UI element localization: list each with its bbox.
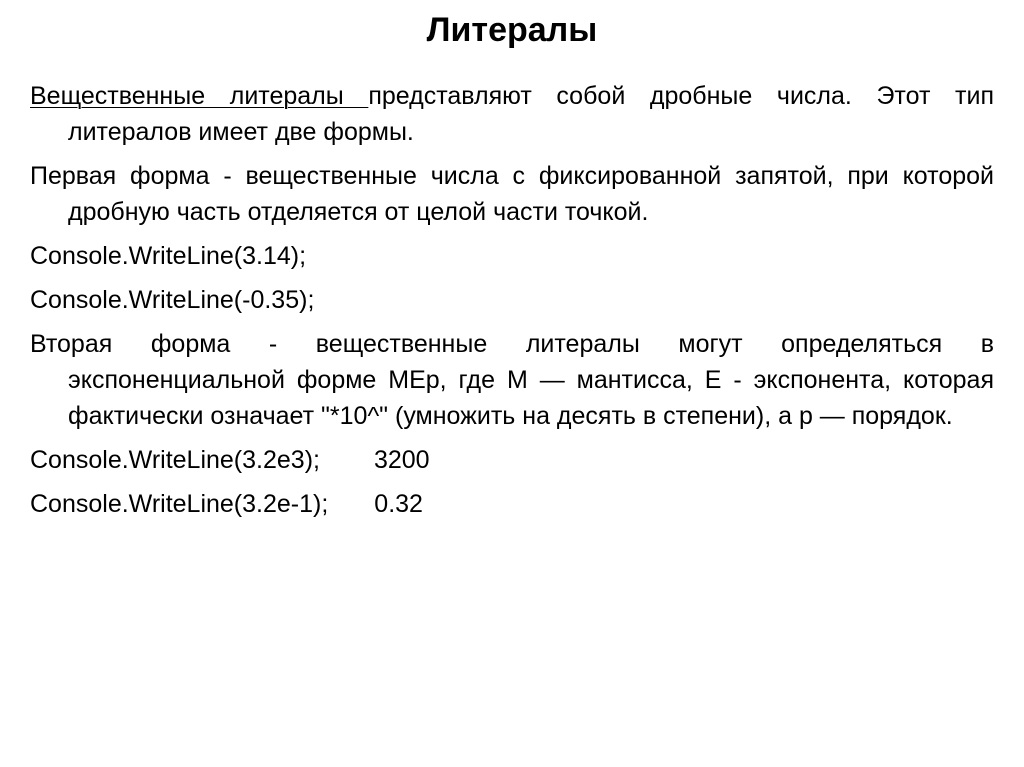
paragraph-real-literals-text: представляют собой дробные числа. Этот тип литералов имеет две формы. bbox=[68, 82, 994, 146]
code-example-3-result: 3200 bbox=[373, 446, 430, 474]
paragraph-real-literals bbox=[30, 78, 994, 150]
code-example-3 bbox=[30, 442, 994, 478]
paragraph-first-form: Первая форма - вещественные числа с фиксированной запятой, при которой дробную часть отделяется от целой части точкой. bbox=[30, 162, 994, 226]
slide-title: Литералы bbox=[426, 11, 598, 49]
paragraph-second-form: Вторая форма - вещественные литералы могут определяться в экспоненциальной форме MEp, где M — мантисса, E - экспонента, которая фактически означает "*10^" (умножить на десять в степени), а p — порядок. bbox=[30, 330, 994, 430]
code-example-4-code: Console.WriteLine(3.2e-1); bbox=[30, 490, 329, 518]
term-real-literals: Вещественные литералы bbox=[30, 82, 369, 110]
code-example-4-result: 0.32 bbox=[374, 490, 423, 518]
code-example-3-code: Console.WriteLine(3.2e3); bbox=[30, 446, 320, 474]
slide-body bbox=[30, 78, 994, 530]
code-example-2: Console.WriteLine(-0.35); bbox=[30, 286, 315, 314]
code-example-1: Console.WriteLine(3.14); bbox=[30, 242, 307, 270]
code-example-4 bbox=[30, 486, 994, 522]
